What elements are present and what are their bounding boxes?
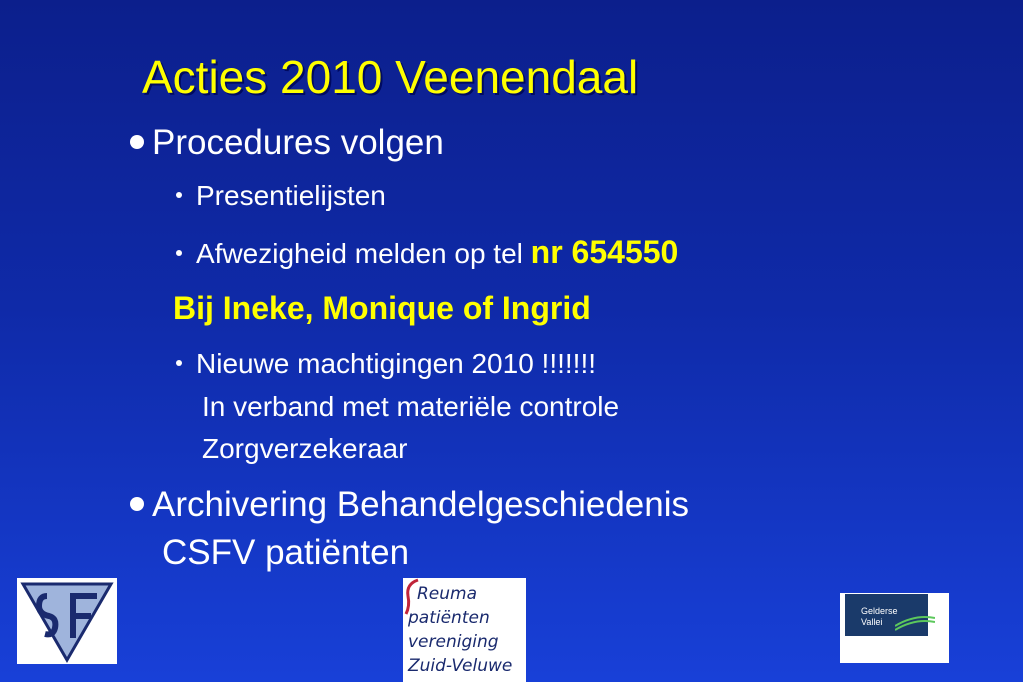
- sub-bullet-continuation: In verband met materiële controle: [202, 391, 620, 422]
- phone-number-highlight: nr 654550: [530, 234, 679, 270]
- sub-bullet-continuation: Zorgverzekeraar: [202, 433, 408, 464]
- bullet-archivering: [130, 482, 689, 528]
- sub-bullet-icon: [176, 360, 182, 366]
- reuma-logo: [403, 578, 526, 682]
- bullet-dot-icon: [130, 497, 144, 511]
- sub-bullet-text: Nieuwe machtigingen 2010 !!!!!!!: [196, 348, 597, 379]
- gv-logo-line: Vallei: [861, 617, 883, 627]
- bullet-text: Procedures volgen: [152, 123, 444, 162]
- gelderse-vallei-logo: [840, 593, 949, 663]
- contact-note: Bij Ineke, Monique of Ingrid: [173, 290, 591, 326]
- reuma-logo-line: Reuma: [417, 584, 478, 604]
- reuma-logo-line: vereniging: [408, 632, 499, 652]
- csfv-logo: [17, 578, 117, 664]
- gv-logo-line: Gelderse: [861, 606, 898, 616]
- sub-bullet-text: Afwezigheid melden op tel: [196, 238, 531, 269]
- sub-bullet-machtigingen: [176, 345, 596, 383]
- sub-bullet-presentielijsten: [176, 177, 386, 215]
- csfv-logo-icon: [17, 578, 117, 664]
- sub-bullet-icon: [176, 250, 182, 256]
- gelderse-vallei-badge: [845, 594, 928, 636]
- sub-bullet-afwezigheid: [176, 233, 678, 273]
- bullet-dot-icon: [130, 135, 144, 149]
- slide-title: Acties 2010 Veenendaal: [142, 51, 639, 103]
- sub-bullet-icon: [176, 192, 182, 198]
- sub-bullet-text: Presentielijsten: [196, 180, 386, 211]
- reuma-logo-line: patiënten: [408, 608, 490, 628]
- bullet-text: Archivering Behandelgeschiedenis: [152, 485, 690, 524]
- reuma-logo-line: Zuid-Veluwe: [408, 656, 513, 676]
- bullet-procedures: [130, 120, 444, 166]
- gv-wave-icon: [895, 612, 935, 632]
- bullet-continuation: CSFV patiënten: [162, 533, 410, 572]
